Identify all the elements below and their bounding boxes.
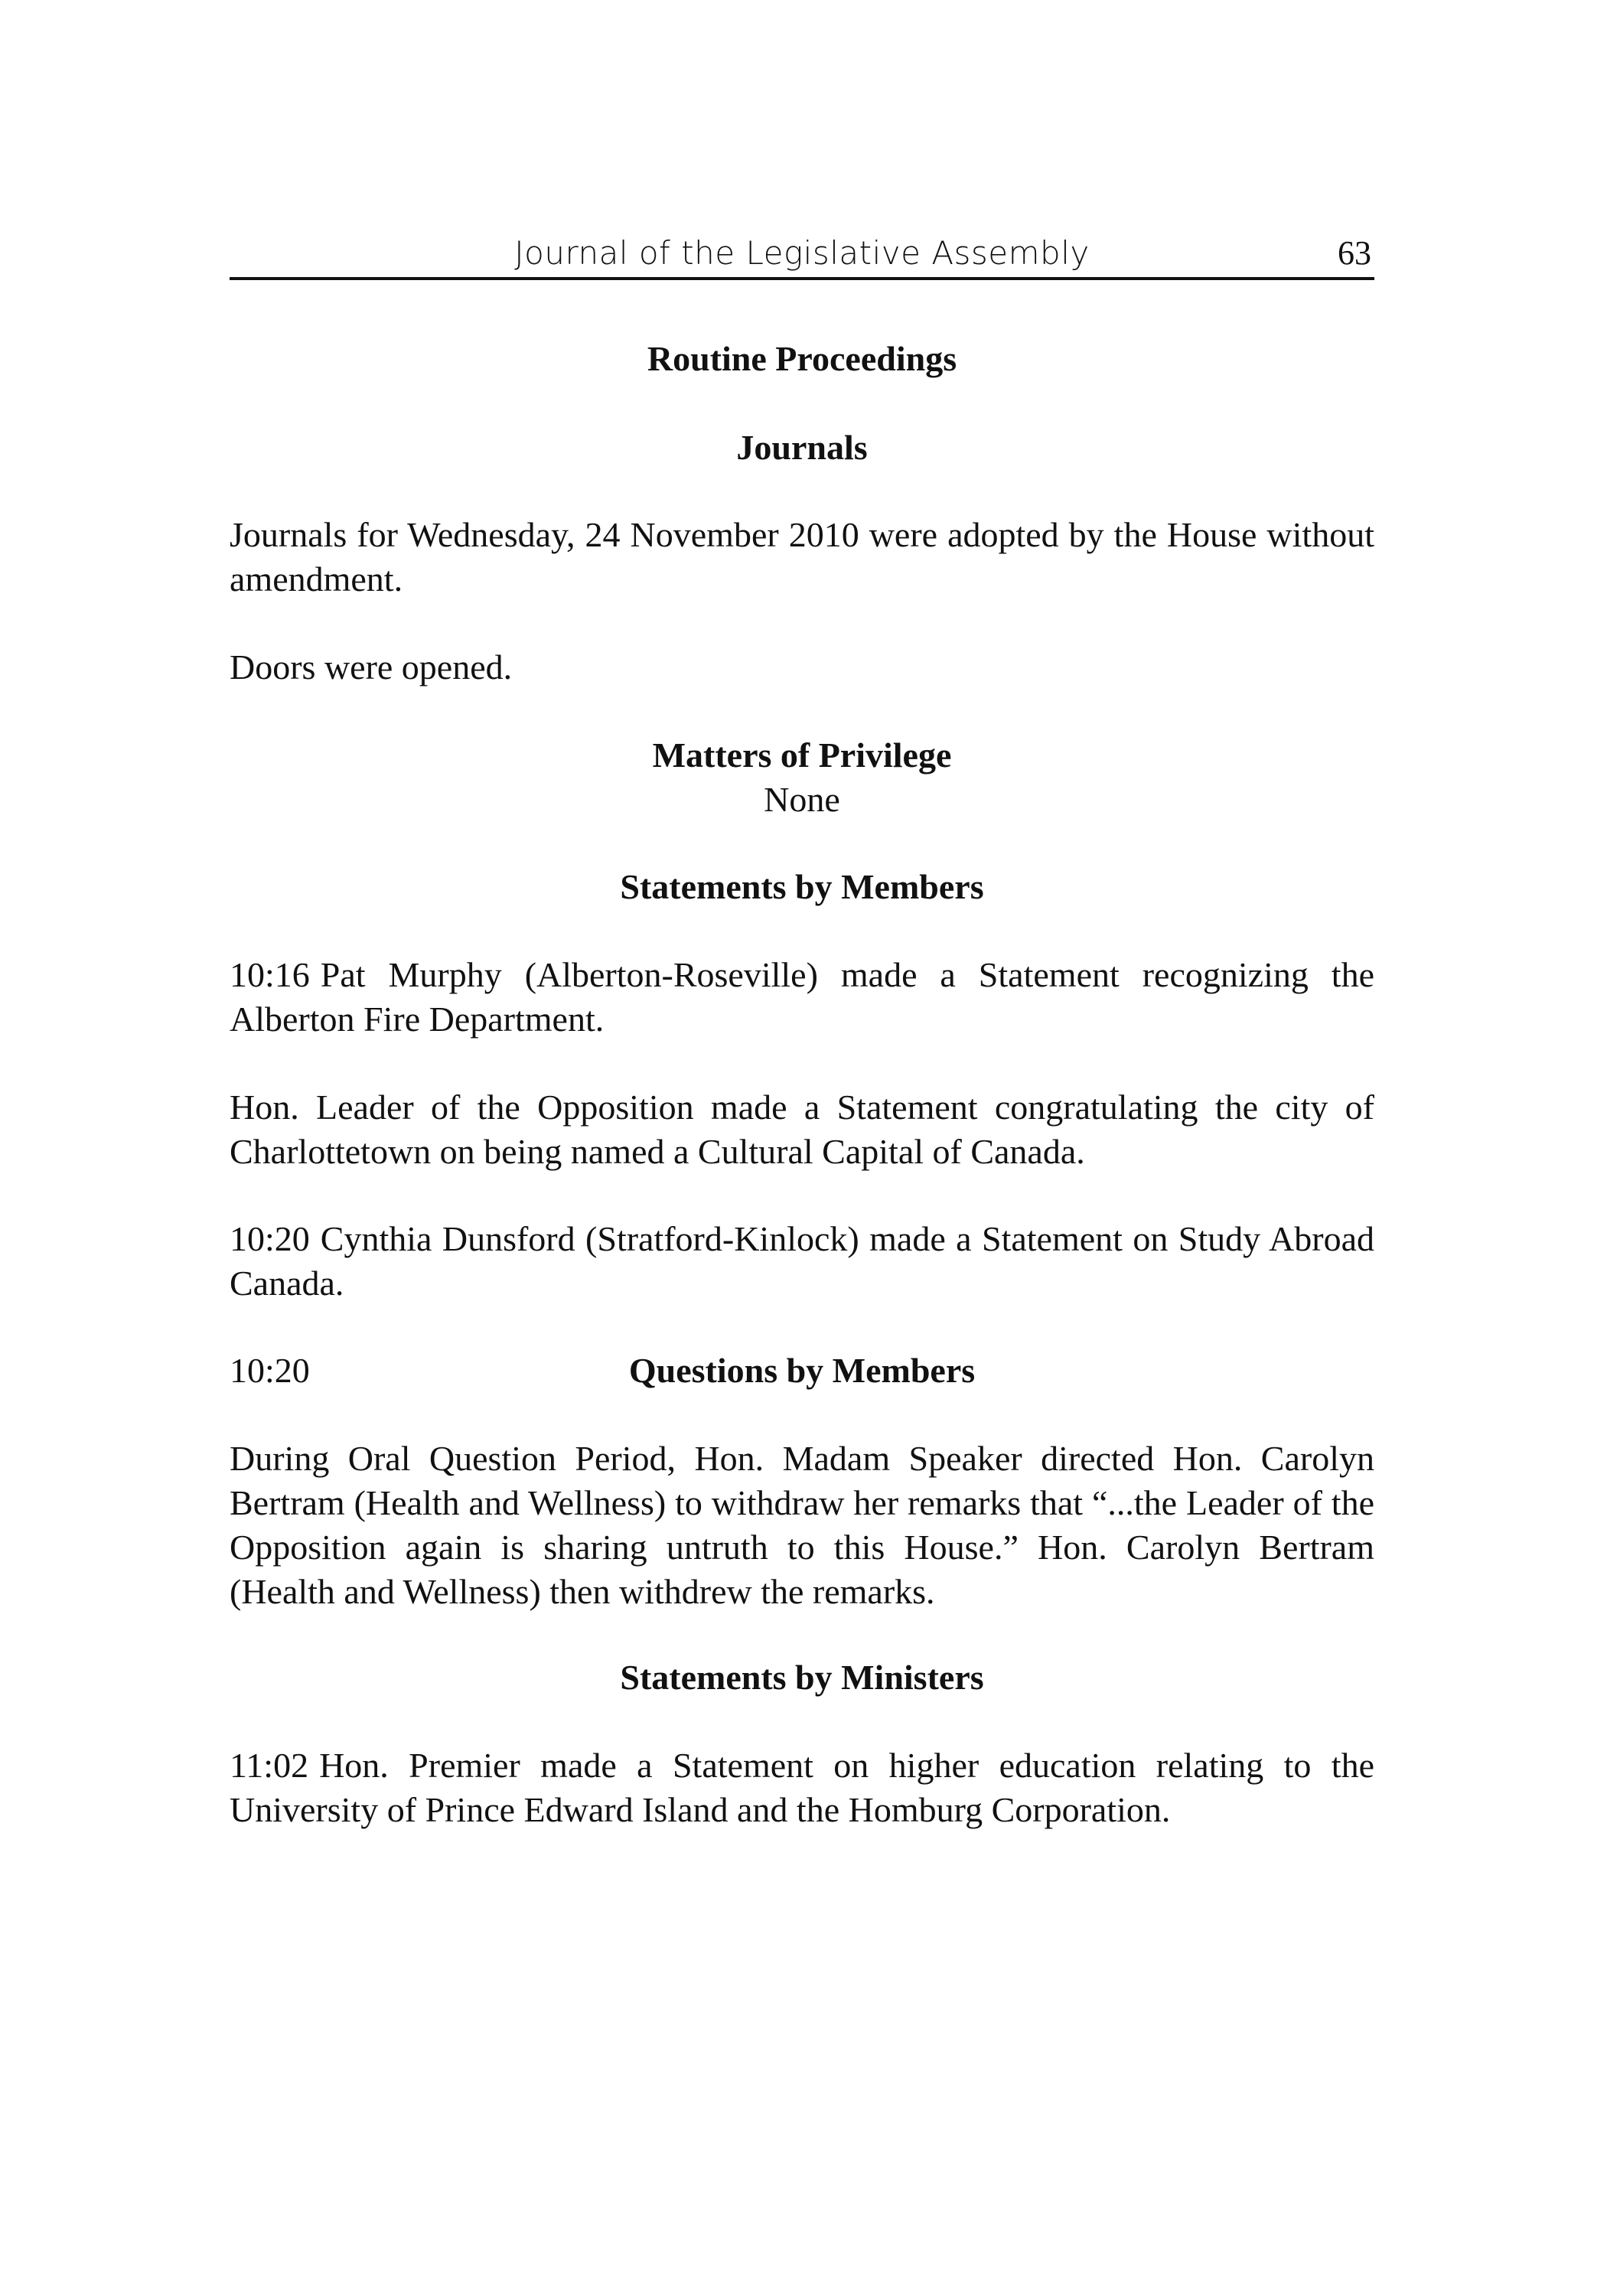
statement-premier <box>230 1743 1374 1832</box>
heading-matters-of-privilege: Matters of Privilege <box>652 735 952 775</box>
journals-paragraph: Journals for Wednesday, 24 November 2010 were adopted by the House without amendment. <box>230 515 1374 598</box>
page-number: 63 <box>1338 234 1371 272</box>
statement-time: 10:16 <box>230 955 310 994</box>
statement-dunsford <box>230 1217 1374 1306</box>
statement-text: Hon. Premier made a Statement on higher education relating to the University of Prince Edward Island and the Homburg Corporation. <box>230 1746 1374 1829</box>
questions-time: 10:20 <box>230 1351 310 1390</box>
privilege-none: None <box>764 780 840 819</box>
statement-time: 10:20 <box>230 1219 310 1258</box>
journal-title: Journal of the Legislative Assembly <box>514 234 1090 272</box>
doors-paragraph: Doors were opened. <box>230 647 513 687</box>
statement-text: Pat Murphy (Alberton-Roseville) made a Statement recognizing the Alberton Fire Department. <box>230 955 1374 1039</box>
questions-paragraph: During Oral Question Period, Hon. Madam Speaker directed Hon. Carolyn Bertram (Health and Wellness) to withdraw her remarks that “...the Leader of the Opposition again is sharing untruth to this House.” Hon. Carolyn Bertram (Health and Wellness) then withdrew the remarks. <box>230 1439 1374 1611</box>
heading-journals: Journals <box>736 428 868 467</box>
heading-questions-by-members: Questions by Members <box>628 1351 976 1390</box>
statement-murphy <box>230 953 1374 1042</box>
heading-statements-by-members: Statements by Members <box>620 867 984 906</box>
running-header <box>230 230 1374 280</box>
statement-time: 11:02 <box>230 1746 309 1785</box>
statement-text: Cynthia Dunsford (Stratford-Kinlock) made a Statement on Study Abroad Canada. <box>230 1219 1374 1303</box>
heading-routine-proceedings: Routine Proceedings <box>647 339 957 378</box>
heading-statements-by-ministers: Statements by Ministers <box>620 1658 984 1697</box>
questions-row <box>230 1349 1374 1393</box>
statement-leader-opposition: Hon. Leader of the Opposition made a Statement congratulating the city of Charlottetown on being named a Cultural Capital of Canada. <box>230 1088 1374 1171</box>
